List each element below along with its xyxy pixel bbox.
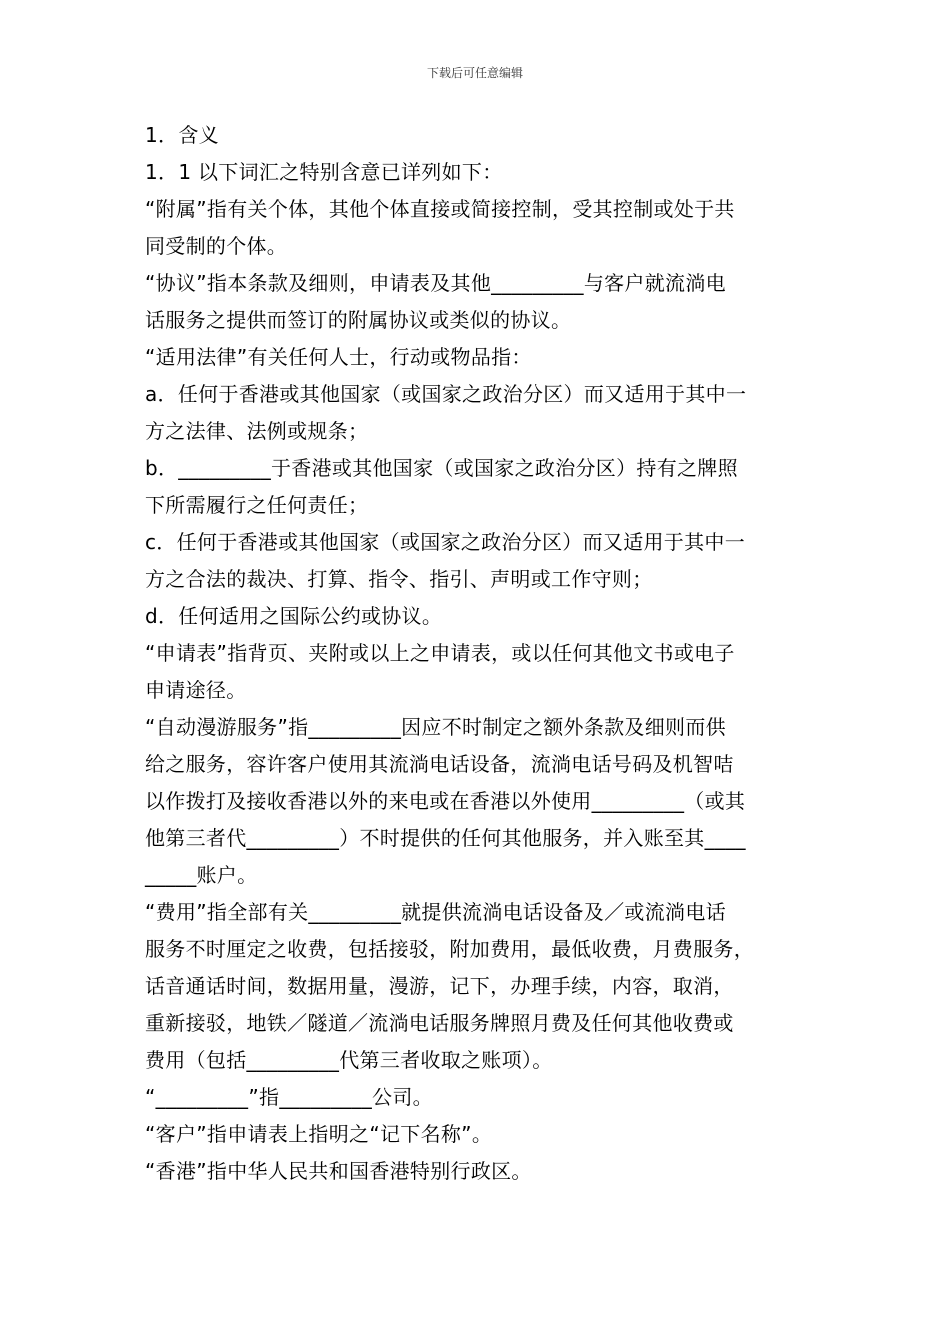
text-line: “附属”指有关个体，其他个体直接或简接控制，受其控制或处于共 [145,197,735,221]
text-line: 话音通话时间，数据用量，漫游，记下，办理手续，内容，取消， [145,974,734,998]
text-line: c．任何于香港或其他国家（或国家之政治分区）而又适用于其中一 [145,530,745,554]
text-line: 申请途径。 [145,678,247,702]
text-line: “申请表”指背页、夹附或以上之申请表，或以任何其他文书或电子 [145,641,735,665]
text-line: “适用法律”有关任何人士，行动或物品指： [145,345,532,369]
text-line: 他第三者代_________）不时提供的任何其他服务，并入账至其____ [145,826,746,850]
text-line: 费用（包括_________代第三者收取之账项）。 [145,1048,553,1072]
document-body [145,117,817,1190]
text-line: d．任何适用之国际公约或协议。 [145,604,443,628]
text-line: “_________”指_________公司。 [145,1085,433,1109]
text-line: 下所需履行之任何责任； [145,493,369,517]
text-line: “自动漫游服务”指_________因应不时制定之额外条款及细则而供 [145,715,726,739]
text-line: 给之服务，容许客户使用其流淌电话设备，流淌电话号码及机智咭 [145,752,734,776]
text-line: “客户”指申请表上指明之“记下名称”。 [145,1122,493,1146]
text-line: “费用”指全部有关_________就提供流淌电话设备及／或流淌电话 [145,900,726,924]
section-heading: 1．含义 [145,123,219,147]
text-line: “协议”指本条款及细则，申请表及其他_________与客户就流淌电 [145,271,726,295]
text-line: 话服务之提供而签订的附属协议或类似的协议。 [145,308,572,332]
text-line: 服务不时厘定之收费，包括接驳，附加费用，最低收费，月费服务， [145,937,754,961]
text-line: 以作拨打及接收香港以外的来电或在香港以外使用_________（或其 [145,789,746,813]
text-line: 方之合法的裁决、打算、指令、指引、声明或工作守则； [145,567,653,591]
subsection-heading: 1．1 以下词汇之特别含意已详列如下： [145,160,503,184]
text-line: b．_________于香港或其他国家（或国家之政治分区）持有之牌照 [145,456,738,480]
text-line: “香港”指中华人民共和国香港特别行政区。 [145,1159,532,1183]
text-line: 同受制的个体。 [145,234,288,258]
text-line: _____账户。 [145,863,258,887]
text-line: 方之法律、法例或规条； [145,419,369,443]
text-line: a．任何于香港或其他国家（或国家之政治分区）而又适用于其中一 [145,382,747,406]
page-header: 下载后可任意编辑 [426,66,523,80]
text-line: 重新接驳，地铁／隧道／流淌电话服务牌照月费及任何其他收费或 [145,1011,734,1035]
